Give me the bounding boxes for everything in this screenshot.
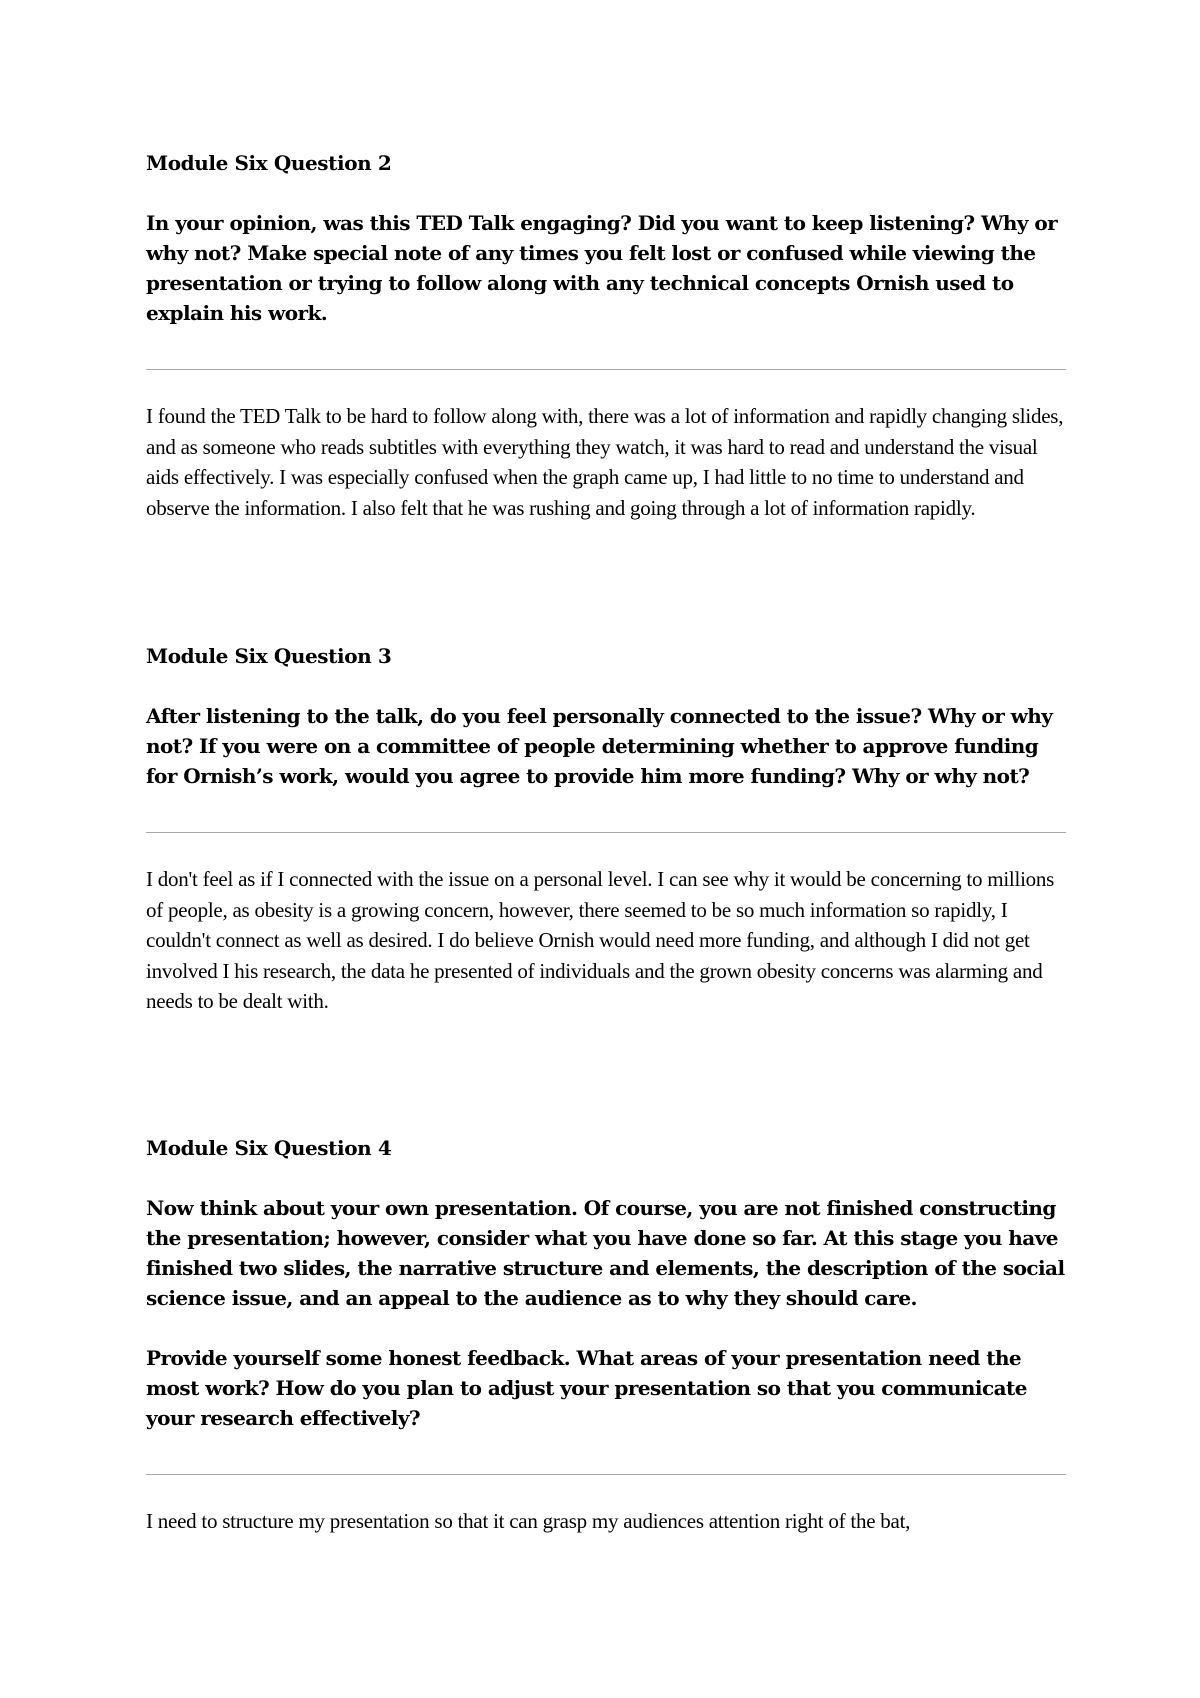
question-section-2 <box>146 148 1066 178</box>
divider-line <box>146 1474 1066 1475</box>
question-prompt-4 <box>146 1193 1066 1313</box>
question-section-3 <box>146 641 1066 671</box>
prompt-paragraph: Now think about your own presentation. Of course, you are not finished constructing the presentation; however, consider what you have done so far. At this stage you have finished two slides, the narrative structure and elements, the description of the social science issue, and an appeal to the audience as to why they should care. <box>146 1196 1065 1310</box>
answer-text: I don't feel as if I connected with the issue on a personal level. I can see why it would be concerning to millions of people, as obesity is a growing concern, however, there seemed to be so much information so rapidly, I couldn't connect as well as desired. I do believe Ornish would need more funding, and although I did not get involved I his research, the data he presented of individuals and the grown obesity concerns was alarming and needs to be dealt with. <box>146 867 1055 1013</box>
question-heading: Module Six Question 2 <box>146 151 392 175</box>
prompt-paragraph: Provide yourself some honest feedback. What areas of your presentation need the most work? How do you plan to adjust your presentation so that you communicate your research effectively? <box>146 1346 1027 1430</box>
question-section-4 <box>146 1133 1066 1163</box>
divider-line <box>146 832 1066 833</box>
answer-section-3 <box>146 864 1066 1017</box>
question-prompt-2 <box>146 208 1066 328</box>
answer-section-4 <box>146 1506 1066 1537</box>
prompt-paragraph: After listening to the talk, do you feel personally connected to the issue? Why or why not? If you were on a committee of people determining whether to approve funding for Ornish’s work, would you agree to provide him more funding? Why or why not? <box>146 704 1053 788</box>
answer-text: I found the TED Talk to be hard to follow along with, there was a lot of information and rapidly changing slides, and as someone who reads subtitles with everything they watch, it was hard to read and understand the visual aids effectively. I was especially confused when the graph came up, I had little to no time to understand and observe the information. I also felt that he was rushing and going through a lot of information rapidly. <box>146 404 1064 520</box>
question-heading: Module Six Question 4 <box>146 1136 392 1160</box>
answer-text: I need to structure my presentation so that it can grasp my audiences attention right of the bat, <box>146 1509 911 1533</box>
answer-divider-2 <box>146 369 1066 370</box>
question-heading: Module Six Question 3 <box>146 644 392 668</box>
prompt-paragraph: In your opinion, was this TED Talk engaging? Did you want to keep listening? Why or why not? Make special note of any times you felt lost or confused while viewing the presentation or trying to follow along with any technical concepts Ornish used to explain his work. <box>146 211 1058 325</box>
question-prompt-3 <box>146 701 1066 791</box>
answer-section-2 <box>146 401 1066 523</box>
answer-divider-3 <box>146 832 1066 833</box>
question-prompt-4b <box>146 1343 1066 1433</box>
divider-line <box>146 369 1066 370</box>
answer-divider-4 <box>146 1474 1066 1475</box>
